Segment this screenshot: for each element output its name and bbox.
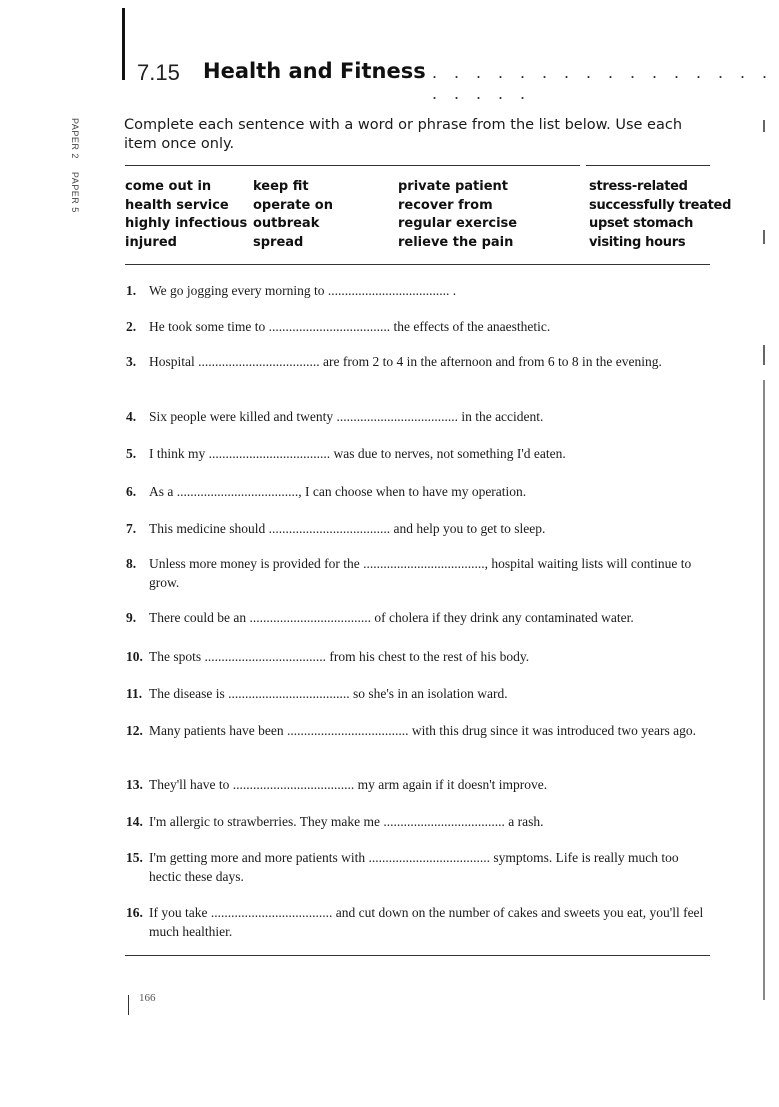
word-item: visiting hours bbox=[589, 234, 686, 250]
exercise-item: 13. They'll have to .................................... my arm again if it doesn't improve. bbox=[126, 777, 548, 792]
exercise-item: 14. I'm allergic to strawberries. They make me .................................... a rash. bbox=[126, 814, 544, 829]
exercise-item: 2. He took some time to .................................... the effects of the anaesthetic. bbox=[126, 319, 551, 334]
page-number: 166 bbox=[139, 992, 156, 1004]
word-item: regular exercise bbox=[398, 216, 518, 231]
side-label-paper2: PAPER 2 bbox=[70, 118, 80, 159]
exercise-item: 12. Many patients have been .................................... with this drug since it was introduced two years ago. bbox=[126, 723, 697, 738]
word-item: upset stomach bbox=[589, 216, 694, 231]
word-list-column-2 bbox=[253, 178, 333, 252]
exercise-item: 9. There could be an .................................... of cholera if they drink any contaminated water. bbox=[126, 610, 634, 625]
word-item: successfully treated bbox=[589, 197, 732, 213]
scan-page-edge bbox=[763, 380, 765, 1000]
word-item: recover from bbox=[398, 197, 493, 213]
word-list-column-3 bbox=[398, 178, 517, 252]
section-number: 7.15 bbox=[137, 60, 180, 85]
word-item: relieve the pain bbox=[398, 234, 514, 250]
word-list-column-4 bbox=[589, 178, 731, 252]
word-item: keep fit bbox=[253, 179, 309, 194]
instruction-text: Complete each sentence with a word or phrase from the list below. Use each item once only. bbox=[124, 117, 683, 152]
scan-edge-mark bbox=[763, 230, 765, 244]
word-item: highly infectious bbox=[125, 216, 248, 231]
exercise-item: 6. As a ...................................., I can choose when to have my operation. bbox=[126, 484, 527, 499]
footer-bar bbox=[128, 995, 129, 1015]
word-item: stress-related bbox=[589, 179, 688, 194]
exercise-item: 15. I'm getting more and more patients with .................................... symptoms. Life is really much too hectic these days. bbox=[126, 850, 679, 884]
exercise-item: 1. We go jogging every morning to .................................... . bbox=[126, 283, 457, 298]
word-item: injured bbox=[125, 234, 177, 250]
word-item: outbreak bbox=[253, 216, 320, 231]
scan-edge-mark bbox=[763, 120, 765, 132]
scan-edge-mark bbox=[763, 345, 765, 365]
word-item: operate on bbox=[253, 197, 333, 213]
divider-top-right bbox=[586, 165, 710, 166]
section-bar bbox=[122, 8, 125, 80]
word-item: health service bbox=[125, 197, 229, 213]
word-list-column-1 bbox=[125, 178, 247, 252]
exercise-item: 3. Hospital .................................... are from 2 to 4 in the afternoon and from 6 to 8 in the evening. bbox=[126, 354, 662, 369]
side-paper-label bbox=[70, 118, 80, 223]
side-label-paper5: PAPER 5 bbox=[70, 171, 80, 213]
word-item: spread bbox=[253, 234, 304, 250]
exercise-item: 4. Six people were killed and twenty .................................... in the accident. bbox=[126, 409, 544, 424]
divider-word-list-bottom bbox=[125, 264, 710, 265]
divider-bottom bbox=[125, 955, 710, 956]
divider-top-left bbox=[125, 165, 580, 166]
word-item: private patient bbox=[398, 179, 509, 194]
exercise-item: 16. If you take .................................... and cut down on the number of cakes and sweets you eat, you'll feel much healthier. bbox=[126, 905, 704, 939]
exercise-item: 10. The spots .................................... from his chest to the rest of his body. bbox=[126, 649, 530, 664]
exercise-item: 7. This medicine should .................................... and help you to get to sleep. bbox=[126, 521, 546, 536]
word-item: come out in bbox=[125, 179, 212, 194]
page-title: Health and Fitness bbox=[203, 59, 426, 83]
exercise-item: 11. The disease is .................................... so she's in an isolation ward. bbox=[126, 686, 508, 701]
exercise-item: 5. I think my .................................... was due to nerves, not something I'd eaten. bbox=[126, 446, 566, 461]
word-list bbox=[125, 178, 732, 254]
title-leader-dots: . . . . . . . . . . . . . . . . . . . . . bbox=[432, 62, 774, 103]
exercise-item: 8. Unless more money is provided for the ...................................., hospital waiting lists will continue to grow. bbox=[126, 556, 692, 590]
